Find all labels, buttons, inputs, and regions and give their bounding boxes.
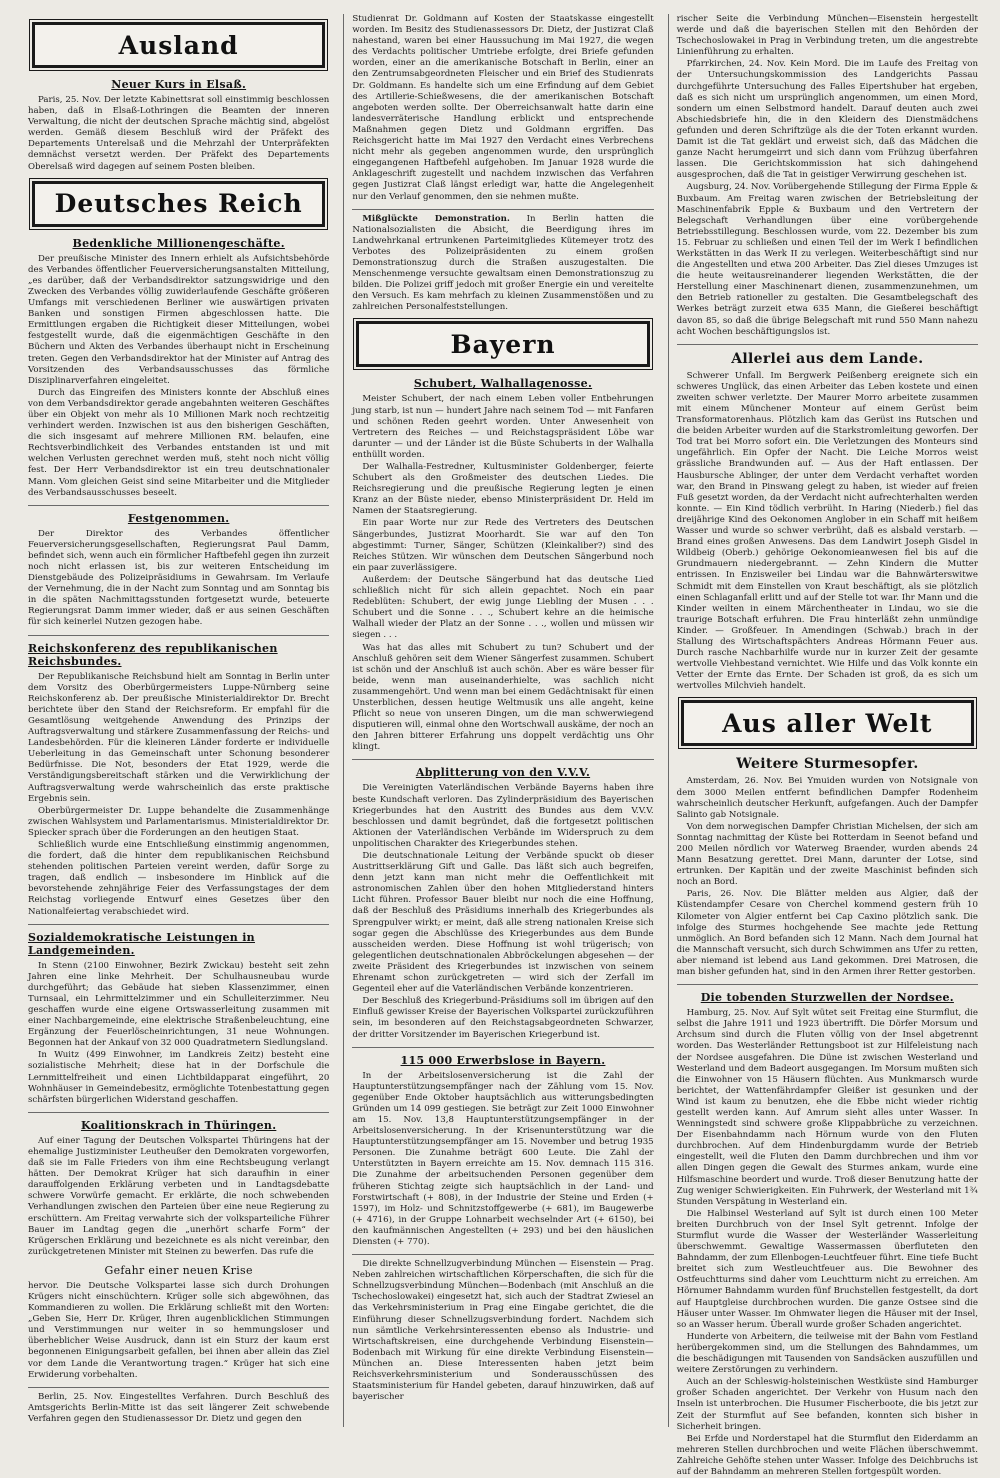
column-2 xyxy=(343,14,653,1427)
article-paragraph: Amsterdam, 26. Nov. Bei Ymuiden wurden von Notsignale von dem 3000 Meilen entfernt befindlichen Dampfer Rodenheim wahrscheinlich deutscher Herkunft, aufgefangen. Auch der Dampfer Salinto gab Notsignale. xyxy=(676,776,978,820)
article-paragraph: Paris, 26. Nov. Die Blätter melden aus Algier, daß der Küstendampfer Cesare von Cherchel kommend gestern früh 10 Kilometer von Algier entfernt bei Cap Caxino plötzlich sank. Die infolge des Sturmes hochgehende See machte jede Rettung unmöglich. An Bord befanden sich 12 Mann. Nach dem Journal hat die Mannschaft versucht, sich durch Schwimmen ans Ufer zu retten, aber niemand ist lebend aus Land gekommen. Drei Matrosen, die man bisher gefunden hat, sind in den Armen ihrer Retter gestorben. xyxy=(676,889,978,978)
article-paragraph: Die Halbinsel Westerland auf Sylt ist durch einen 100 Meter breiten Durchbruch von der Insel Sylt getrennt. Infolge der Sturmflut wurde die Wasser der Westerländer Wasserleitung überschwemmt. Gewaltige Wassermassen überfluteten den Bahndamm, der zum Ellenbogen-Leuchtfeuer führt. Eine tiefe Bucht breitet sich zum Westleuchtfeuer aus. Die Bewohner des Ostfeuchtturms sind daher vom Leuchtturm nicht zu erreichen. Am Hörnumer Bahndamm wurden fünf Bruchstellen festgestellt, da dort auf Hauptgleise durchbrochen wurden. Die ganze Ostsee sind die Häuser unter Wasser. Im Ohmwater liegen die Häuser mit der Insel, so an Wasser herum. Überall wurde großer Schaden angerichtet. xyxy=(676,1208,978,1330)
article-paragraph: Ein paar Worte nur zur Rede des Vertreters des Deutschen Sängerbundes, Justizrat Moorhardt. Sie war auf den Ton abgestimmt: Turner, Sänger, Schützen (Kleinkaliber?) sind des Reiches Stützen. Wir wünschen dem Deutschen Sängerbund noch ein paar zuverlässigere. xyxy=(352,518,654,573)
article-headline: Festgenommen. xyxy=(127,511,230,525)
article-paragraph: Was hat das alles mit Schubert zu tun? Schubert und der Anschluß gehören seit dem Wiener Sängerfest zusammen. Schubert ist schön und der Anschluß ist auch schön. Aber es wäre besser für beide, wenn man auseinanderhielte, was sachlich nicht zusammengehört. Und wenn man bei einem Gedächtnisakt für einen Unsterblichen, dessen heutige Weltmusik uns alle angeht, keine Pflicht so neue von unseren Dingen, um die man schwerwiegend disputieren will, einmal ohne den Wortschwall auskäme, der noch an den Jahren bitterer Erfahrung uns doppelt verdächtig uns Ohr klingt. xyxy=(352,642,654,753)
article-runin-headline: Mißglückte Demonstration. xyxy=(362,213,510,224)
article-paragraph: Hunderte von Arbeitern, die teilweise mit der Bahn vom Festland herübergekommen sind, um die Stellungen des Bahndammes, um die beschädigungen mit Tausenden von Sandsäcken auszufüllen und weitere Zerstörungen zu verhindern. xyxy=(676,1331,978,1376)
article-paragraph: Der Direktor des Verbandes öffentlicher Feuerversicherungsgesellschaften, Regierungsrat Paul Damm, befindet sich, wenn auch ein förmlicher Haftbefehl gegen ihn zurzeit noch nicht erlassen ist, bis zur weiteren Entscheidung im Dienstgebäude des Polizeipräsidiums in Gewahrsam. Im Verlaufe der Vernehmung, die in der Nacht zum Sonntag und am Sonntag bis in die späten Nachmittagsstunden fortgesetzt wurde, beteuerte Regierungsrat Damm immer wieder, daß er aus seinen Geschäften für sich keinerlei Nutzen gezogen habe. xyxy=(28,528,330,628)
article-headline: Neuer Kurs in Elsaß. xyxy=(111,78,247,91)
article-paragraph: Der Beschluß des Kriegerbund-Präsidiums soll im übrigen auf den Einfluß gewisser Kreise der Bayerischen Volkspartei zurückzuführen sein, im besonderen auf den Reichstagsabgeordneten Schwarzer, der dritter Vorsitzender im Bayerischen Kriegerbund ist. xyxy=(352,996,654,1040)
article-headline: Sozialdemokratische Leistungen in Landgemeinden. xyxy=(28,930,255,957)
article-paragraph: Die Vereinigten Vaterländischen Verbände Bayerns haben ihre beste Kundschaft verloren. Das Zylinderpräsidium des Bayerischen Kriegerbundes hat den Austritt des Bundes aus dem V.V.V. beschlossen und damit begründet, daß die fortgesetzt politischen Aktionen der Vaterländischen Verbände im Widerspruch zu dem unpolitischen Charakter des Kriegerbundes stehen. xyxy=(352,783,654,849)
article-paragraph: rischer Seite die Verbindung München—Eisenstein hergestellt werde und daß die bayerischen Stellen mit den Behörden der Tschechoslowakei in Prag in Verbindung treten, um die angestrebte Linienführung zu erhalten. xyxy=(676,14,978,58)
article-paragraph: In Stenn (2100 Einwohner, Bezirk Zwickau) besteht seit zehn Jahren eine linke Mehrheit. Der Schulhausneubau wurde durchgeführt; das Gebäude hat sieben Klassenzimmer, einen Turnsaal, ein Lehrmittelzimmer und ein Schulleiterzimmer. Neu geschaffen wurde eine eigene Ortswasserleitung zusammen mit einer Nachbargemeinde, eine elektrische Straßenbeleuchtung, eine Ergänzung der Feuerlöscheinrichtungen, 31 neue Wohnungen. Begonnen hat der Ankauf von 32 000 Quadratmetern Siedlungsland. xyxy=(28,960,330,1049)
article-paragraph: Studienrat Dr. Goldmann auf Kosten der Staatskasse eingestellt worden. Im Besitz des Studienassessors Dr. Dietz, der Justizrat Claß nahestand, waren bei einer Haussuchung im Mai 1927, die wegen des Verdachts politischer Umtriebe erfolgte, drei Briefe gefunden worden, einer an die amerikanische Botschaft in Berlin, einer an den Zentrumsabgeordneten Fleischer und ein Brief des Studienrats Dr. Goldmann. Es handelte sich um eine Erfindung auf dem Gebiet des Artillerie-Schießwesens, die der amerikanischen Botschaft angeboten werden sollte. Der Oberreichsanwalt hatte darin eine landesverräterische Handlung erblickt und entsprechende Maßnahmen gegen Dietz und Goldmann ergriffen. Das Reichsgericht hatte im Mai 1927 den Verdacht eines Verbrechens nicht mehr als gegeben angenommen wurde, den ursprünglich eingegangenen Haftbefehl aufgehoben. Im Januar 1928 wurde die Anklageschrift zugestellt und nachdem inzwischen das Verfahren gegen Justizrat Claß längst erledigt war, hatte die Angelegenheit nur den Verlauf genommen, den sie nehmen mußte. xyxy=(352,14,654,202)
article-subheadline: Gefahr einer neuen Krise xyxy=(104,1263,253,1277)
column-1 xyxy=(28,14,329,1427)
article-paragraph: Pfarrkirchen, 24. Nov. Kein Mord. Die im Laufe des Freitag von der Untersuchungskommission des Landgerichts Passau durchgeführte Untersuchung des Falles Eipertshuber hat ergeben, daß es sich nicht um ursprünglich angenommen, um einen Mord, sondern um einen Selbstmord handelt. Darauf deuten auch zwei Abschiedsbriefe hin, die in den Kleidern des Dienstmädchens gefunden und deren Schriftzüge als die der Toten erkannt wurden. Damit ist die Tat geklärt und erweist sich, daß das Mädchen die ganze Nacht herumgeirrt und sich dann vom Frühzug überfahren lassen. Die Gerichtskommission hat sich dahingehend ausgesprochen, daß die Tat in geistiger Verwirrung geschehen ist. xyxy=(676,59,978,181)
article-paragraph: hervor. Die Deutsche Volkspartei lasse sich durch Drohungen Krügers nicht einschüchtern. Krüger solle sich abgewöhnen, das Kommandieren zu wollen. Die Erklärung schließt mit den Worten: „Geben Sie, Herr Dr. Krüger, Ihren augenblicklichen Stimmungen und Verstimmungen nur weiter in so hemmungsloser und überheblicher Weise Ausdruck, dann ist ein Sturz der kaum erst begonnenen Einigungsarbeit gefallen, bei ihnen aber allein das Ziel vor dem Lande die Verantwortung tragen.“ Krüger hat sich eine Erwiderung vorbehalten. xyxy=(28,1280,330,1380)
article-paragraph: In der Arbeitslosenversicherung ist die Zahl der Hauptunterstützungsempfänger nach der Zählung vom 15. Nov. gegenüber Ende Oktober hauptsächlich aus witterungsbedingten Gründen um 14 099 gestiegen. Sie beträgt zur Zeit 1000 Einwohner am 15. Nov. 13,8 Hauptunterstützungsempfänger in der Arbeitslosenversicherung. In der Krisenunterstützung war die Hauptunterstützungsempfänger am 15. November und betrug 1935 Personen. Die Zunahme beträgt 600 Leute. Die Zahl der Unterstützten in Bayern erreichte am 15. Nov. demnach 115 316. Die Zunahme der arbeitsuchenden Personen gegenüber dem früheren Stichtag zeigte sich hauptsächlich in der Land- und Forstwirtschaft (+ 808), in der Industrie der Steine und Erden (+ 1597), im Holz- und Schnitzstoffgewerbe (+ 681), im Baugewerbe (+ 4716), in der Gruppe Lohnarbeit wechselnder Art (+ 6150), bei den kaufmännischen Angestellten (+ 293) und bei den häuslichen Diensten (+ 770). xyxy=(352,1070,654,1247)
article-paragraph: Auf einer Tagung der Deutschen Volkspartei Thüringens hat der ehemalige Justizminister Leutheußer den Demokraten vorgeworfen, daß sie im Falle Frieders von ihm eine Rechtsbeugung verlangt hätten. Der Demokrat Krüger hat sich daraufhin in einer darauffolgenden Erklärung verbeten und in Landtagsdebatte schwere Vorwürfe gemacht. Er erklärte, die noch schwebenden Verhandlungen zwischen den Parteien über eine neue Regierung zu erschüttern. Am Freitag verwahrte sich der volksparteiliche Führer Bauer im Landtag gegen die „unerhört scharfe Form“ der Krügerschen Erklärung und bezeichnete es als nicht vereinbar, den zurückgetretenen Minister mit Steinen zu bewerfen. Das rufe die xyxy=(28,1135,330,1257)
article-paragraph xyxy=(352,214,653,314)
column-3 xyxy=(668,14,978,1477)
article-paragraph: Die deutschnationale Leitung der Verbände spuckt ob dieser Austrittserklärung Gift und Galle. Das läßt sich auch begreifen, denn jetzt kann man nicht mehr die Oeffentlichkeit mit astronomischen Zahlen über den hohen Mitgliederstand hinters Licht führen. Professor Bauer bleibt nur noch die eine Hoffnung, daß der Beschluß des Präsidiums innerhalb des Kriegerbundes als Sprengpulver wirkt; er meint, daß alle streng nationalen Kreise sich sogar gegen die Abschlüsse des Kriegerbundes aus dem Bunde ausscheiden werden. Diese Hoffnung ist wohl trügerisch; von gelegentlichen deutschnationalen Abbröckelungen abgesehen — der zweite Präsident des Kriegerbundes ist inzwischen von seinem Ehrenamt schon zurückgetreten — wird sich der Zerfall im Gegenteil eher auf die Vaterländischen Verbände konzentrieren. xyxy=(352,851,654,995)
divider xyxy=(352,209,653,210)
divider xyxy=(28,924,329,925)
divider xyxy=(28,505,329,506)
section-header-aus-aller-welt xyxy=(681,700,974,746)
section-title: Bayern xyxy=(450,329,556,359)
article-headline: Reichskonferenz des republikanischen Reichsbundes. xyxy=(28,641,278,668)
divider xyxy=(677,344,978,345)
article-paragraph: Der preußische Minister des Innern erhielt als Aufsichtsbehörde des Verbandes öffentlicher Feuerversicherungsanstalten Mitteilung, „es darüber, daß der Verbandsdirektor satzungswidrige und den Zwecken des Verbandes völlig zuwiderlaufende Geschäfte größeren Umfangs mit verschiedenen Berliner wie auswärtigen privaten Banken und sonstigen Firmen abgeschlossen hatte. Die Ermittlungen ergaben die Richtigkeit dieser Mitteilungen, wobei festgestellt wurde, daß die eigenmächtigen Geschäfte in den Büchern und Akten des Verbandes überhaupt nicht in Erscheinung treten. Gegen den Verbandsdirektor hat der Minister auf Antrag des Vorsitzenden des Verbandsausschusses das förmliche Disziplinarverfahren eingeleitet. xyxy=(28,253,330,386)
article-headline: Die tobenden Sturzwellen der Nordsee. xyxy=(700,991,954,1005)
article-paragraph: Schließlich wurde eine Entschließung einstimmig angenommen, die fordert, daß die hinter dem republikanischen Reichsbund stehenden politischen Parteien vereint werden, dafür Sorge zu tragen, daß endlich — insbesondere im Hinblick auf die bevorstehende zehnjährige Feier des Verfassungstages der dem Reichstag vorliegende Entwurf eines Gesetzes über den Nationalfeiertag verabschiedet wird. xyxy=(28,839,330,917)
article-paragraph: Meister Schubert, der nach einem Leben voller Entbehrungen jung starb, ist nun — hundert Jahre nach seinem Tod — mit Fanfaren und schönen Reden geehrt worden. Unter Anwesenheit von Vertretern des Reiches — und Reichstagspräsident Löbe war darunter — und der Länder ist die Büste Schuberts in der Walhalla enthüllt worden. xyxy=(352,394,654,460)
article-paragraph: Paris, 25. Nov. Der letzte Kabinettsrat soll einstimmig beschlossen haben, daß in Elsaß-Lothringen die Beamten der inneren Verwaltung, die nicht der deutschen Sprache mächtig sind, abgelöst werden. Gemäß diesem Beschluß wird der Präfekt des Departements Unterelsaß und die Mehrzahl der Unterpräfekten demnächst versetzt werden. Der Präfekt des Departements Oberelsaß wird dagegen auf seinem Posten bleiben. xyxy=(28,95,330,172)
article-paragraph: Berlin, 25. Nov. Eingestelltes Verfahren. Durch Beschluß des Amtsgerichts Berlin-Mitte ist das seit längerer Zeit schwebende Verfahren gegen den Studienassessor Dr. Dietz und gegen den xyxy=(28,1391,330,1424)
article-paragraph: Durch das Eingreifen des Ministers konnte der Abschluß eines von dem Verbandsdirektor gerade angebahnten weiteren Geschäftes über ein Objekt von mehr als 10 Millionen Mark noch rechtzeitig verhindert werden. Inzwischen ist aus den bisherigen Geschäften, die sich insgesamt auf mehrere Millionen RM. belaufen, eine Rechtsverbindlichkeit des Verbandes entstanden ist und mit welchen Verlusten gerechnet werden muß, steht noch nicht völlig fest. Der Herr Verbandsdirektor ist ein treu deutschnationaler Mann. Vom gleichen Geist sind seine Mitarbeiter und die Mitglieder des Verbandsausschusses beseelt. xyxy=(28,387,330,498)
article-headline: Allerlei aus dem Lande. xyxy=(731,350,924,367)
divider xyxy=(28,1112,329,1113)
article-paragraph: Die direkte Schnellzugverbindung München — Eisenstein — Prag. Neben zahlreichen wirtschaftlichen Körperschaften, die sich für die Schnellzugsverbindung München—Bodenbach (mit Anschluß an die Tschechoslowakei) eingesetzt hat, sich auch der Stadtrat Zwiesel an das Verkehrsministerium in Prag eine Eingabe gerichtet, die die Einführung dieser Schnellzugsverbindung fordert. Nachdem sich nun sämtliche Verkehrsinteressenten ebenso als Industrie- und Wirtschaftskreisen, eine durchgehende Verbindung Eisenstein—Bodenbach mit Wirkung für eine direkte Verbindung Eisenstein—München an. Diese Interessenten haben jetzt beim Reichsverkehrsministerium und Sonderausschüssen des Staatsministerium für Handel gebeten, darauf hinzuwirken, daß auf bayerischer xyxy=(352,1259,654,1403)
section-title: Deutsches Reich xyxy=(54,189,303,219)
article-paragraph: Augsburg, 24. Nov. Vorübergehende Stillegung der Firma Epple & Buxbaum. Am Freitag waren zwischen der Betriebsleitung der Maschinenfabrik Epple & Buxbaum und den Vertretern der Belegschaft Verhandlungen über eine vorübergehende Betriebsstillegung. Beschlossen wurde, vom 22. Dezember bis zum 15. Februar zu schließen und einen Teil der im Werk I befindlichen Werkstätten in das Werk II zu verlegen. Weiterbeschäftigt sind nur die Angestellten und etwa 200 Arbeiter. Das Ziel dieses Umzuges ist die heute weitausreinanderer liegenden Werkstätten, die der Herstellung einer Maschinenart dienen, zusammenzunehmen, um den Betrieb rationeller zu gestalten. Die Gesamtbelegschaft des Werkes beträgt zurzeit etwa 635 Mann, die Gießerei beschäftigt davon 85, so daß die übrige Belegschaft mit rund 550 Mann nahezu acht Wochen beschäftigungslos ist. xyxy=(676,182,978,337)
article-headline: Weitere Sturmesopfer. xyxy=(736,756,919,773)
section-title: Ausland xyxy=(118,30,239,60)
article-paragraph: Von dem norwegischen Dampfer Christian Michelsen, der sich am Sonntag nachmittag der Küste bei Rotterdam in Seenot befand und 200 Meilen nördlich vor Waterweg Braender, wurden abends 24 Mann Besatzung gerettet. Drei Mann, darunter der Lotse, sind ertrunken. Der Kapitän und der zweite Maschinist befinden sich noch an Bord. xyxy=(676,821,978,888)
divider xyxy=(28,1387,329,1388)
article-paragraph: Schwerer Unfall. Im Bergwerk Peißenberg ereignete sich ein schweres Unglück, das einen Arbeiter das Leben kostete und einen zweiten schwer verletzte. Der Maurer Morro arbeitete zusammen mit einem Münchener Monteur auf einem Gerüst beim Transformatorenhaus. Plötzlich kam das Gerüst ins Rutschen und die beiden Arbeiter wurden auf die Starkstromleitung geworfen. Der Tod trat bei Morro sofort ein. Die Verletzungen des Monteurs sind ungefährlich. Ein Opfer der Nacht. Die Leiche Morros weist grässliche Brandwunden auf. — Aus der Haft entlassen. Der Hausbursche Ablinger, der unter dem Verdacht verhaftet worden war, den Brand in Pinswang gelegt zu haben, ist wieder auf freien Fuß gesetzt worden, da der Verdacht nicht aufrechterhalten werden konnte. — Ein Kind tödlich verbrüht. In Haring (Niederb.) fiel das dreijährige Kind des Oekonomen Anglober in ein Schaff mit heißem Wasser und wurde so schwer verbrüht, daß es alsbald verstarb. — Brand eines großen Anwesens. Das dem Landwirt Joseph Gisdel in Wildbeig (Oberb.) gehörige Oekonomieanwesen fiel bis auf die Grundmauern niedergebrannt. — Zehn Kindern die Mutter entrissen. In Enzisweiler bei Lindau war die Bahnwärterswitwe Schmidt mit dem Einstellen von Kraut beschäftigt, als sie plötzlich einen Schlaganfall erlitt und auf der Stelle tot war. Ihr Mann und die Kinder weilten in einem Märchentheater in Lindau, wo sie die traurige Botschaft erfuhren. Die Frau hinterläßt zehn unmündige Kinder. — Großfeuer. In Amendingen (Schwab.) brach in der Stallung des Wirtschaftspächters Andreas Hörmann Feuer aus. Durch rasche Nachbarhilfe wurde nur in kurzer Zeit der gesamte wertvolle Viehbestand vernichtet. Wie Hilfe und das Volk konnte ein Vetter der Ernte das Ernte. Der Schaden ist groß, da es sich um wertvolles Milchvieh handelt. xyxy=(676,370,978,692)
article-paragraph: Außerdem: der Deutsche Sängerbund hat das deutsche Lied schließlich nicht für sich allein gepachtet. Noch ein paar Redeblüten: Schubert, der ewig junge Liebling der Musen . . . Schubert und die Sonne . . ., Schubert kehre an die heimische Walhall wieder der Platz an der Sonne . . ., wollen und müssen wir siegen . . . xyxy=(352,574,654,641)
article-headline: Abplitterung von den V.V.V. xyxy=(415,766,591,780)
article-text: In Berlin hatten die Nationalsozialisten die Absicht, die Beerdigung ihres im Landwehrkanal ertrunkenen Parteimitgliedes Kütemeyer trotz des Verbotes des Polizeipräsidenten zu einem großen Demonstrationszug durch die Straßen auszugestalten. Die Menschenmenge versuchte gewaltsam einen Demonstrationszug zu bilden. Die Polizei griff jedoch mit großer Energie ein und vereitelte den Versuch. Es kam mehrfach zu kleinen Zusammenstößen und zu zahlreichen Personalfeststellungen. xyxy=(352,213,654,313)
divider xyxy=(352,1047,653,1048)
article-paragraph: Der Walhalla-Festredner, Kultusminister Goldenberger, feierte Schubert als den Großmeister des deutschen Liedes. Die Reichsregierung und die preußische Regierung legten je einen Kranz an der Büste nieder, ebenso Ministerpräsident Dr. Held im Namen der Staatsregierung. xyxy=(352,462,654,517)
article-headline: Bedenkliche Millionengeschäfte. xyxy=(72,236,285,250)
divider xyxy=(677,984,978,985)
article-headline: 115 000 Erwerbslose in Bayern. xyxy=(400,1053,606,1067)
section-header-ausland xyxy=(32,22,325,68)
article-paragraph: Auch an der Schleswig-holsteinischen Westküste sind Hamburger großer Schaden angerichtet. Der Verkehr von Husum nach den Inseln ist unterbrochen. Die Husumer Fischerboote, die bis jetzt zur Zeit der Sturmflut auf See befanden, konnten sich bisher in Sicherheit bringen. xyxy=(676,1377,978,1432)
article-paragraph: Der Republikanische Reichsbund hielt am Sonntag in Berlin unter dem Vorsitz des Oberbürgermeisters Luppe-Nürnberg seine Reichskonferenz ab. Der preußische Ministerialdirektor Dr. Brecht berichtete über den Stand der Reichsreform. Er empfahl für die Gesamtlösung weitgehende Anwendung des Prinzips der Auftragsverwaltung und stärkere Zusammenfassung der Reichs- und Landesbehörden. Für die kleineren Länder forderte er individuelle Ueberleitung in das Gemeinschaft unter Schonung besonderer Bedürfnisse. Die Not, besonders der Etat 1929, werde die Verständigungsbereitschaft stärken und die Verwirklichung der Auftragsverwaltung werde wahrscheinlich das erste praktische Ergebnis sein. xyxy=(28,671,330,804)
article-paragraph: Hamburg, 25. Nov. Auf Sylt wütet seit Freitag eine Sturmflut, die selbst die Jahre 1911 und 1923 übertrifft. Die Dörfer Morsum und Archsum sind durch die Fluten völlig von der Insel abgetrennt worden. Das Westerländer Rettungsboot ist zur Hilfeleistung nach der Nordsee ausgefahren. Die Düne ist zwischen Westerland und Westerland und dem Badeort ausgegangen. Im Morsum mußten sich die Einwohner von 15 Häusern flüchten. Aus Munkmarsch wurde berichtet, der Wattenfährdampfer Gleißer ist gesunken und der Wind ist kaum zu benutzen, ehe die Ebbe nicht wieder richtig gestellt werden kann. Auf Amrum sieht alles unter Wasser. In Wenningstedt sind schwere große Klippabbrüche zu verzeichnen. Der Eisenbahndamm nach Hörnum wurde von den Fluten durchbrochen. Auf dem Hindenburgdamm wurde der Betrieb eingestellt, weil die Fluten den Damm durchbrechen und ihm vor allen Dingen gegen die Gewalt des Sturmes ankam, wurde eine Hilfsmaschine beordert und wurde. Troß dieser Benutzung hatte der Zug weniger Schwierigkeiten. Ein Fuhrwerk, der Westerland mit 1¾ Stunden Verspätung in Westerland ein. xyxy=(676,1008,978,1207)
section-header-deutsches-reich xyxy=(32,181,325,227)
article-headline: Koalitionskrach in Thüringen. xyxy=(80,1118,277,1132)
section-header-bayern xyxy=(356,321,649,367)
section-title: Aus aller Welt xyxy=(722,708,933,738)
divider xyxy=(352,1254,653,1255)
divider xyxy=(28,635,329,636)
article-paragraph: Oberbürgermeister Dr. Luppe behandelte die Zusammenhänge zwischen Wahlsystem und Parlamentarismus. Ministerialdirektor Dr. Spiecker sprach über die Forderungen an den heutigen Staat. xyxy=(28,805,330,838)
article-headline: Schubert, Walhallagenosse. xyxy=(413,377,593,391)
article-paragraph: Bei Erfde und Norderstapel hat die Sturmflut den Eiderdamm an mehreren Stellen durchbrochen und weite Flächen überschwemmt. Zahlreiche Gehöfte stehen unter Wasser. Infolge des Deichbruchs ist auf der Bahndamm an mehreren Stellen fortgespült worden. xyxy=(676,1433,978,1477)
article-paragraph: In Wuitz (499 Einwohner, im Landkreis Zeitz) besteht eine sozialistische Mehrheit; diese hat in der Dorfschule die Lernmittelfreiheit und einen Lichtbildapparat eingeführt, 20 Wohnhäuser in Gemeindebesitz, ermöglichte Totenbestattung gegen schärfsten bürgerlichen Widerstand geschaffen. xyxy=(28,1050,330,1105)
divider xyxy=(352,759,653,760)
